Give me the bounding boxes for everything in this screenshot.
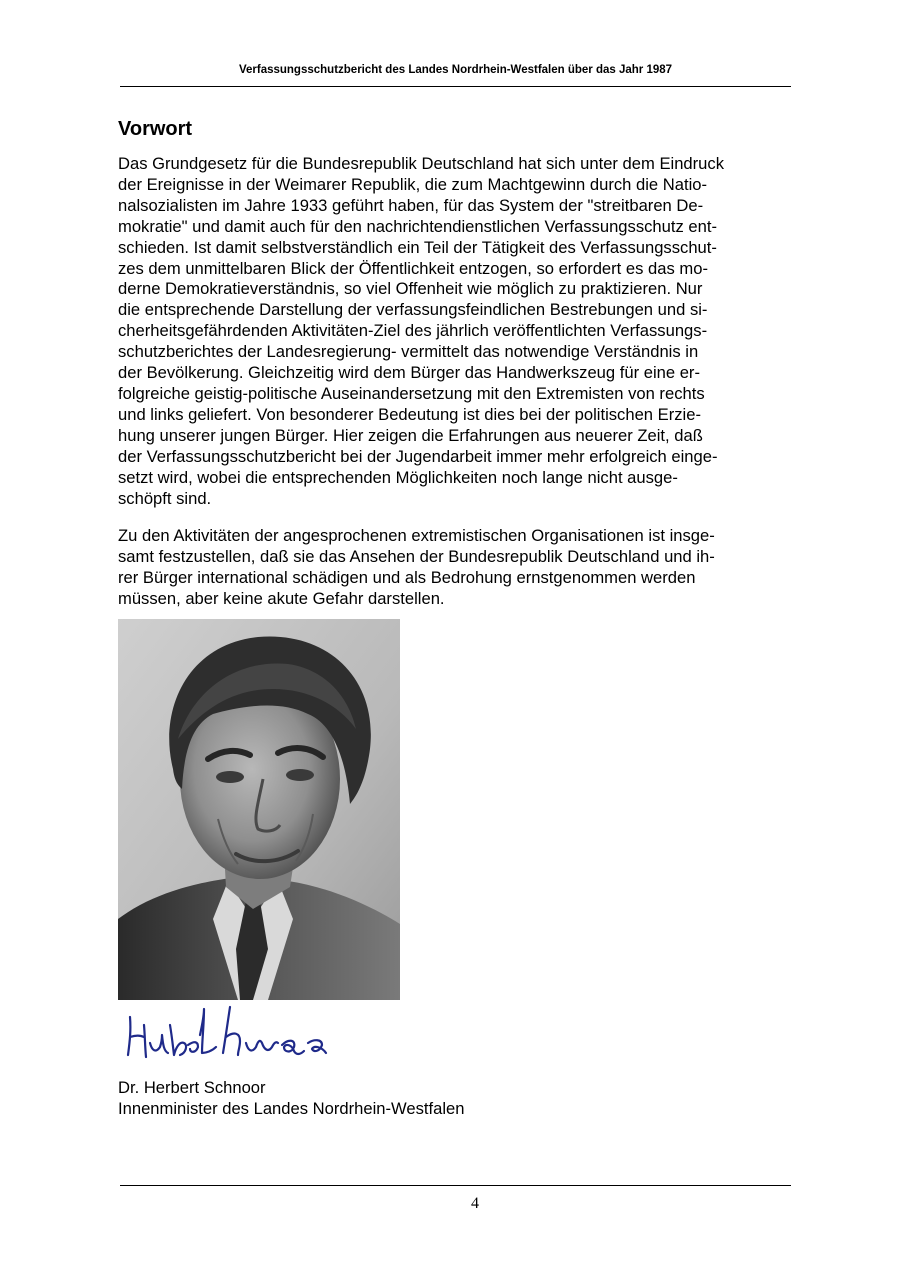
- text-line: derne Demokratieverständnis, so viel Offenheit wie möglich zu praktizieren. Nur: [118, 279, 703, 299]
- header-rule: [120, 86, 791, 87]
- text-line: folgreiche geistig-politische Auseinandersetzung mit den Extremisten von rechts: [118, 383, 705, 403]
- text-line: und links geliefert. Von besonderer Bedeutung ist dies bei der politischen Erzie-: [118, 404, 701, 424]
- text-line: nalsozialisten im Jahre 1933 geführt haben, für das System der "streitbaren De-: [118, 195, 704, 215]
- portrait-photo: [118, 619, 400, 1000]
- handwritten-signature: [118, 995, 348, 1070]
- signatory: [118, 1077, 465, 1119]
- text-line: der Ereignisse in der Weimarer Republik, die zum Machtgewinn durch die Natio-: [118, 174, 708, 194]
- text-line: müssen, aber keine akute Gefahr darstellen.: [118, 588, 445, 608]
- page-title: Vorwort: [118, 118, 193, 140]
- text-line: mokratie" und damit auch für den nachrichtendienstlichen Verfassungsschutz ent-: [118, 216, 717, 236]
- text-line: schöpft sind.: [118, 488, 212, 508]
- text-line: zes dem unmittelbaren Blick der Öffentlichkeit entzogen, so erfordert es das mo-: [118, 258, 708, 278]
- text-line: setzt wird, wobei die entsprechenden Möglichkeiten noch lange nicht ausge-: [118, 467, 678, 487]
- text-line: samt festzustellen, daß sie das Ansehen der Bundesrepublik Deutschland und ih-: [118, 546, 715, 566]
- paragraph-2: [118, 526, 798, 610]
- text-line: Das Grundgesetz für die Bundesrepublik Deutschland hat sich unter dem Eindruck: [118, 154, 725, 173]
- text-line: der Verfassungsschutzbericht bei der Jugendarbeit immer mehr erfolgreich einge-: [118, 446, 718, 466]
- signatory-role: Innenminister des Landes Nordrhein-Westfalen: [118, 1099, 465, 1118]
- text-line: cherheitsgefährdenden Aktivitäten-Ziel des jährlich veröffentlichten Verfassungs-: [118, 321, 708, 341]
- text-line: die entsprechende Darstellung der verfassungsfeindlichen Bestrebungen und si-: [118, 300, 708, 320]
- text-line: schutzberichtes der Landesregierung- vermittelt das notwendige Verständnis in: [118, 342, 699, 362]
- running-header: Verfassungsschutzbericht des Landes Nordrhein-Westfalen über das Jahr 1987: [238, 64, 673, 76]
- paragraph-1: [118, 154, 798, 509]
- text-line: rer Bürger international schädigen und als Bedrohung ernstgenommen werden: [118, 567, 696, 587]
- page-number: 4: [471, 1195, 479, 1212]
- footer-rule: [120, 1185, 791, 1186]
- signatory-name: Dr. Herbert Schnoor: [118, 1078, 266, 1097]
- text-line: schieden. Ist damit selbstverständlich ein Teil der Tätigkeit des Verfassungsschut-: [118, 237, 717, 257]
- text-line: hung unserer jungen Bürger. Hier zeigen die Erfahrungen aus neuerer Zeit, daß: [118, 425, 703, 445]
- text-line: der Bevölkerung. Gleichzeitig wird dem Bürger das Handwerkszeug für eine er-: [118, 363, 700, 383]
- text-line: Zu den Aktivitäten der angesprochenen extremistischen Organisationen ist insge-: [118, 526, 715, 545]
